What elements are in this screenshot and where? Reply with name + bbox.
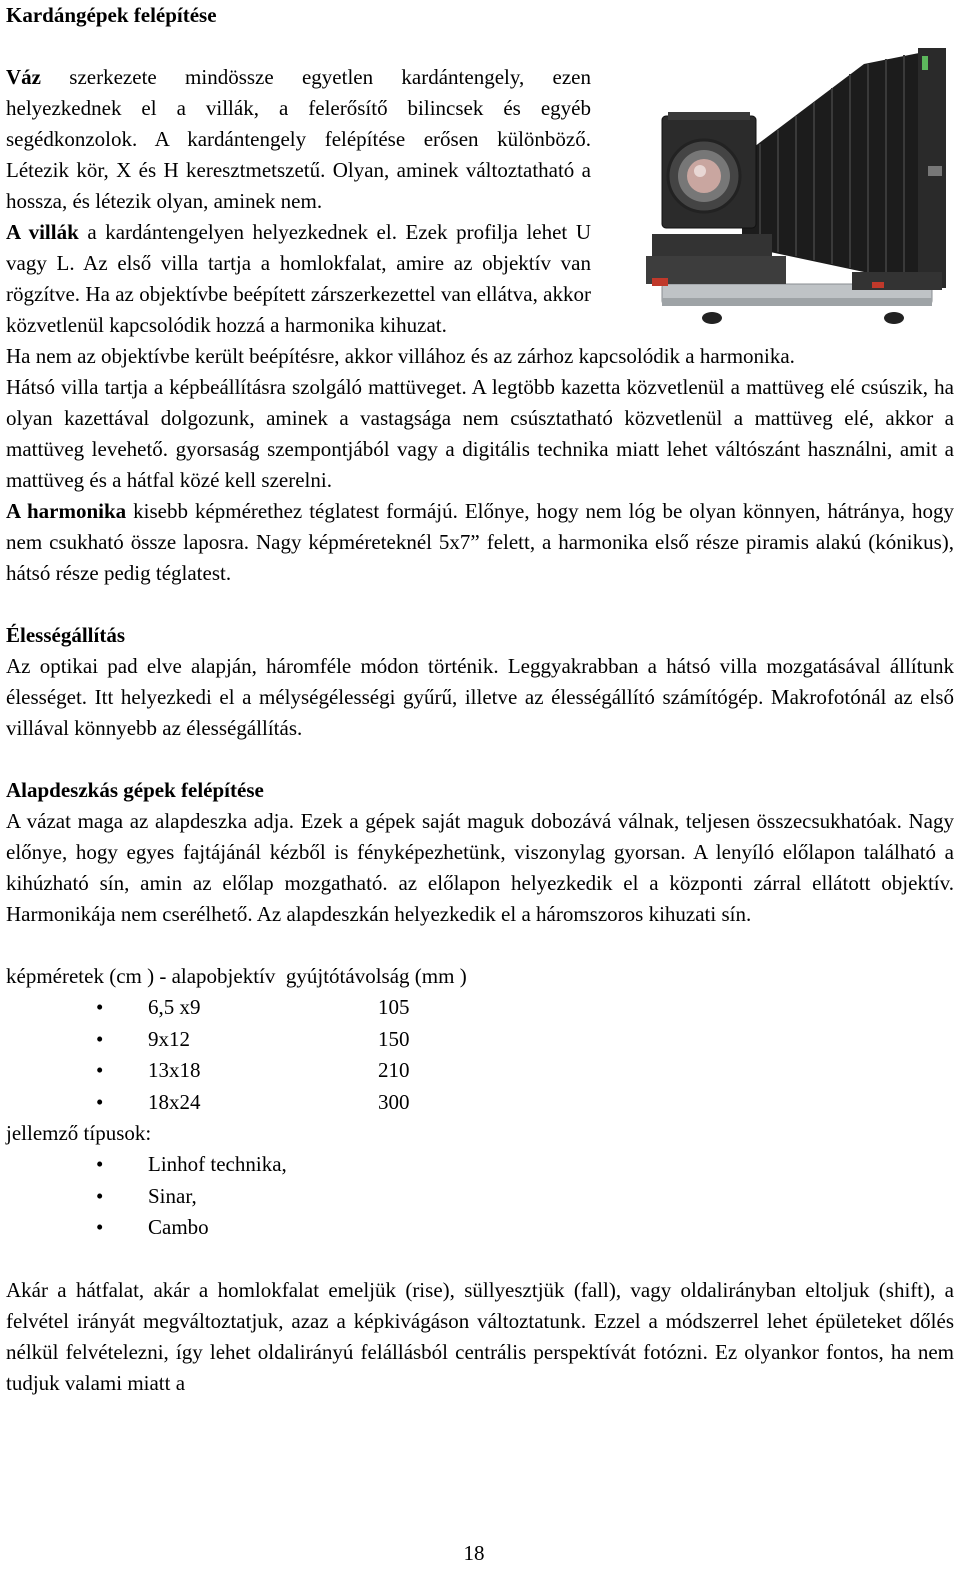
vaz-term: Váz [6,65,41,89]
list-item: • 18x24 300 [6,1087,954,1119]
villak-paragraph-full: Ha nem az objektívbe került beépítésre, akkor villához és az zárhoz kapcsolódik a harmonika. [6,344,795,368]
sizes-list [6,992,954,1118]
sizes-header: képméretek (cm ) - alapobjektív gyújtótávolság (mm ) [6,964,467,988]
page-number: 18 [463,1541,485,1565]
page-title: Kardángépek felépítése [6,3,217,27]
harmonika-paragraph: A harmonika kisebb képmérethez téglatest formájú. Előnye, hogy nem lóg be olyan könnyen, hátránya, hogy nem csukható össze laposra. Nagy képméreteknél 5x7” felett, a harmonika első része piramis alakú (kónikus), hátsó része pedig téglatest. [6,499,954,585]
bullet-icon: • [96,995,104,1019]
hatso-villa-paragraph: Hátsó villa tartja a képbeállításra szolgáló mattüveget. A legtöbb kazetta közvetlenül a mattüveg elé csúszik, ha olyan kazettával dolgozunk, aminek a vastagsága nem csúsztatható közvetlenül a mattüveg elé, akkor a mattüveg levehető. gyorsaság szempontjából vagy a digitális technika miatt lehet váltószánt használni, amit a mattüveg és a hátfal közé kell szerelni. [6,375,954,492]
list-item: • Sinar, [6,1181,954,1213]
types-list [6,1149,954,1244]
closing-paragraph: Akár a hátfalat, akár a homlokfalat emeljük (rise), süllyesztjük (fall), vagy oldalirányban eltoljuk (shift), a felvétel irányát megváltoztatjuk, azaz a képkivágáson változtatunk. Ezzel a módszerrel lehet épületeket dőlés nélkül felvételezni, így lehet oldalirányú felállásból centrális perspektívát fotózni. Ez olyankor fontos, ha nem tudjuk valami miatt a [6,1277,954,1395]
alapdeszkas-paragraph: A vázat maga az alapdeszka adja. Ezek a gépek saját maguk dobozává válnak, teljesen összecsukhatóak. Nagy előnye, hogy egyes fajtájánál kézből is fényképezhetünk, viszonylag gyorsan. A lenyíló előlapon található a kihúzható sín, amin az előlap mozgatható. az előlapon helyezkedik el a központi zárral ellátott objektív. Harmonikája nem cserélhető. Az alapdeszkán helyezkedik el a háromszoros kihuzati sín. [6,809,954,926]
vaz-paragraph: Váz szerkezete mindössze egyetlen kardántengely, ezen helyezkednek el a villák, a felerősítő bilincsek és egyéb segédkonzolok. A kardántengely felépítése erősen különböző. Létezik kör, X és H keresztmetszetű. Olyan, aminek változtatható a hossza, és létezik olyan, aminek nem. [6,65,591,213]
bullet-icon: • [96,1215,104,1239]
large-format-camera-image [632,46,950,332]
list-item: • 6,5 x9 105 [6,992,954,1024]
harmonika-term: A harmonika [6,499,127,523]
bullet-icon: • [96,1058,104,1082]
villak-term: A villák [6,220,79,244]
list-item: • Cambo [6,1212,954,1244]
elessegallitas-heading: Élességállítás [6,623,125,647]
bullet-icon: • [96,1089,104,1114]
bullet-icon: • [96,1183,104,1208]
bullet-icon: • [96,1026,104,1051]
list-item: • 9x12 150 [6,1024,954,1056]
list-item: • 13x18 210 [6,1055,954,1087]
alapdeszkas-heading: Alapdeszkás gépek felépítése [6,778,264,802]
villak-paragraph-wrapped: A villák a kardántengelyen helyezkednek el. Ezek profilja lehet U vagy L. Az első villa tartja a homlokfalat, amire az objektív van rögzítve. Ha az objektívbe beépített zárszerkezettel van ellátva, akkor közvetlenül kapcsolódik hozzá a harmonika kihuzat. [6,220,591,337]
list-item: • Linhof technika, [6,1149,954,1181]
camera-illustration [632,46,950,332]
types-header: jellemző típusok: [6,1121,152,1145]
bullet-icon: • [96,1152,104,1176]
elessegallitas-paragraph: Az optikai pad elve alapján, háromféle módon történik. Leggyakrabban a hátsó villa mozgatásával állítunk élességet. Itt helyezkedi el a mélységélességi gyűrű, illetve az élességállító számítógép. Makrofotónál az első villával könnyebb az élességállítás. [6,654,954,740]
